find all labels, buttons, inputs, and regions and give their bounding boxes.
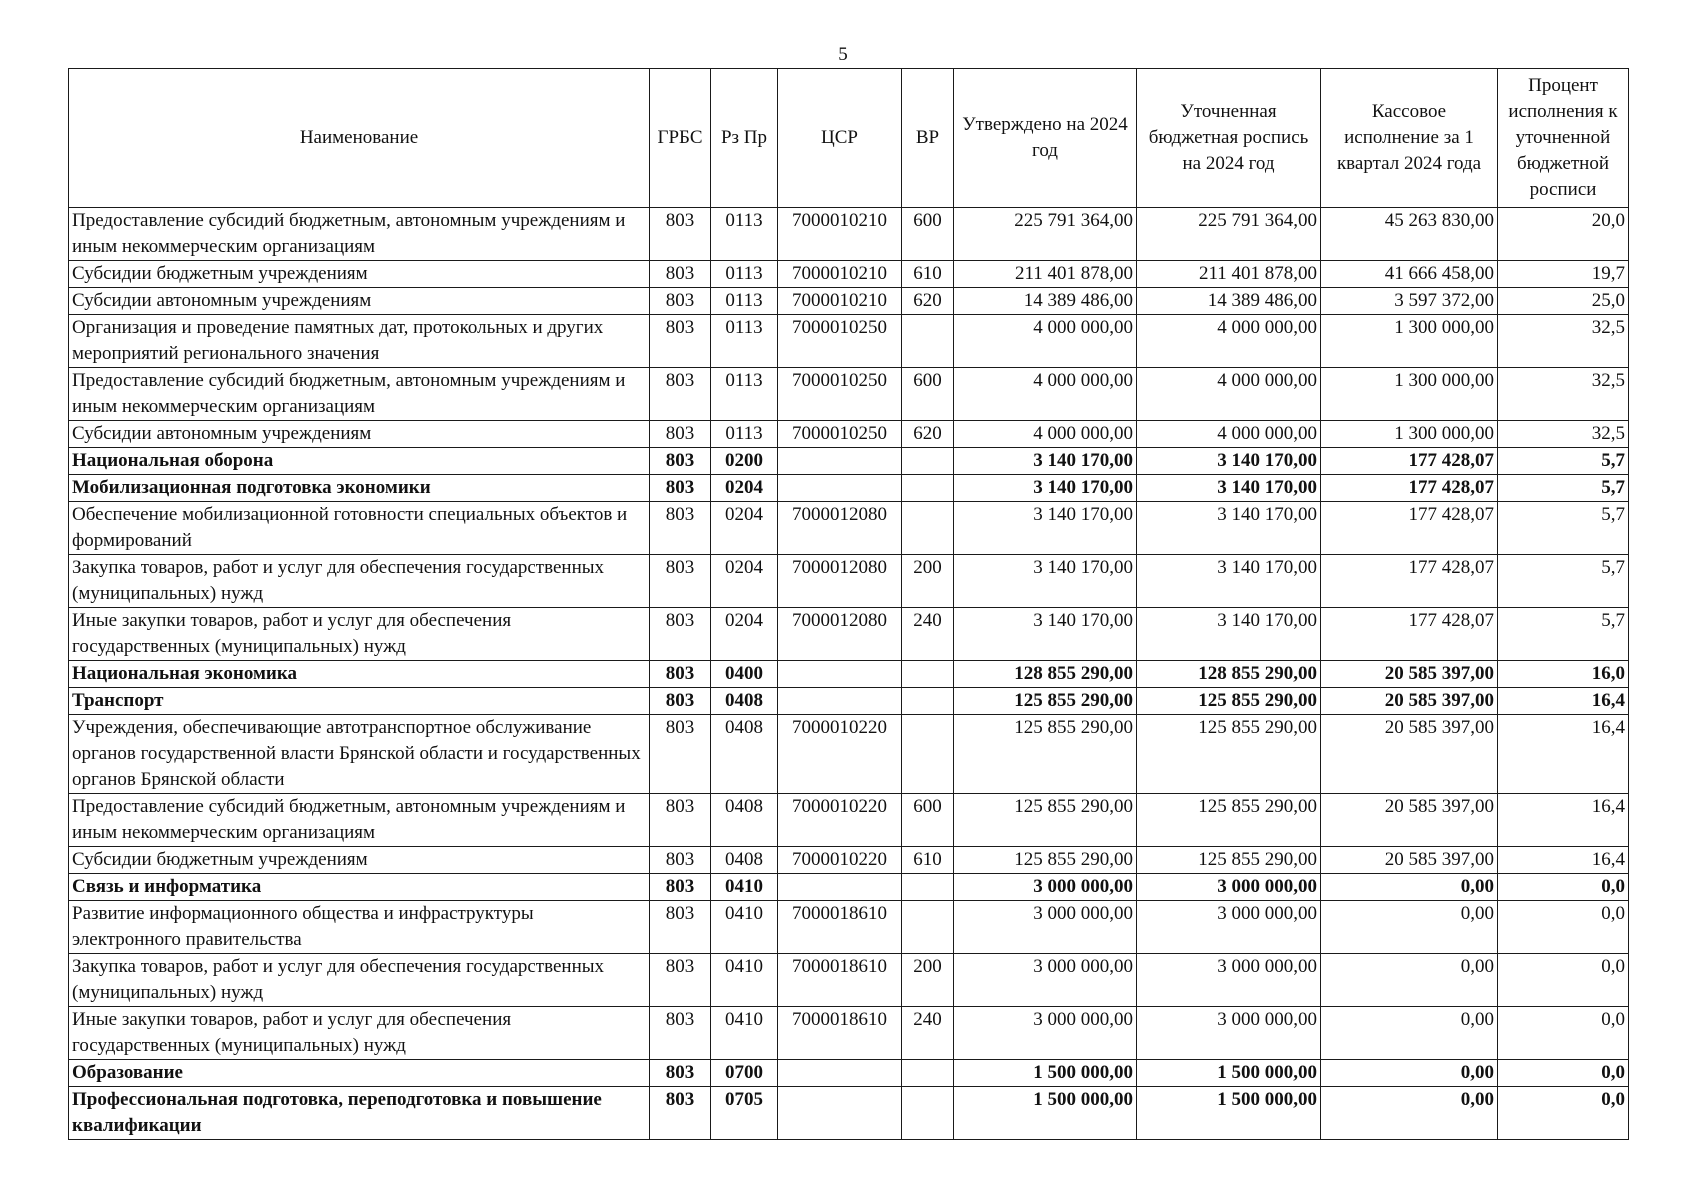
- cell-percent: 16,4: [1498, 847, 1629, 874]
- cell-rzpr: 0113: [711, 368, 778, 421]
- table-row: [69, 555, 1629, 608]
- cell-grbs: 803: [650, 288, 711, 315]
- cell-refined: 3 000 000,00: [1137, 1007, 1321, 1060]
- cell-name: Иные закупки товаров, работ и услуг для обеспечения государственных (муниципальных) нужд: [69, 1007, 650, 1060]
- cell-rzpr: 0410: [711, 1007, 778, 1060]
- cell-csr: [778, 448, 902, 475]
- cell-csr: 7000010220: [778, 715, 902, 794]
- cell-rzpr: 0400: [711, 661, 778, 688]
- cell-csr: 7000018610: [778, 954, 902, 1007]
- cell-percent: 16,4: [1498, 715, 1629, 794]
- cell-grbs: 803: [650, 261, 711, 288]
- cell-approved: 4 000 000,00: [954, 368, 1137, 421]
- cell-name: Субсидии автономным учреждениям: [69, 288, 650, 315]
- cell-csr: [778, 661, 902, 688]
- cell-name: Закупка товаров, работ и услуг для обеспечения государственных (муниципальных) нужд: [69, 555, 650, 608]
- cell-refined: 3 000 000,00: [1137, 901, 1321, 954]
- cell-approved: 125 855 290,00: [954, 715, 1137, 794]
- cell-percent: 5,7: [1498, 608, 1629, 661]
- cell-name: Субсидии бюджетным учреждениям: [69, 847, 650, 874]
- table-row: [69, 208, 1629, 261]
- cell-percent: 5,7: [1498, 448, 1629, 475]
- cell-cash: 177 428,07: [1321, 448, 1498, 475]
- cell-grbs: 803: [650, 874, 711, 901]
- cell-vr: [902, 661, 954, 688]
- cell-name: Предоставление субсидий бюджетным, автономным учреждениям и иным некоммерческим организациям: [69, 208, 650, 261]
- header-cash: Кассовое исполнение за 1 квартал 2024 года: [1321, 69, 1498, 208]
- cell-approved: 128 855 290,00: [954, 661, 1137, 688]
- cell-grbs: 803: [650, 608, 711, 661]
- table-row: [69, 688, 1629, 715]
- cell-cash: 177 428,07: [1321, 502, 1498, 555]
- cell-refined: 1 500 000,00: [1137, 1060, 1321, 1087]
- header-row: [69, 69, 1629, 208]
- table-row: [69, 448, 1629, 475]
- cell-vr: [902, 688, 954, 715]
- cell-refined: 3 000 000,00: [1137, 874, 1321, 901]
- cell-csr: 7000010250: [778, 368, 902, 421]
- cell-refined: 125 855 290,00: [1137, 688, 1321, 715]
- cell-refined: 3 000 000,00: [1137, 954, 1321, 1007]
- cell-percent: 32,5: [1498, 368, 1629, 421]
- cell-grbs: 803: [650, 715, 711, 794]
- table-row: [69, 368, 1629, 421]
- cell-grbs: 803: [650, 1007, 711, 1060]
- cell-approved: 3 140 170,00: [954, 502, 1137, 555]
- cell-approved: 3 140 170,00: [954, 475, 1137, 502]
- cell-approved: 3 140 170,00: [954, 448, 1137, 475]
- header-percent: Процент исполнения к уточненной бюджетной росписи: [1498, 69, 1629, 208]
- cell-csr: 7000012080: [778, 555, 902, 608]
- cell-cash: 0,00: [1321, 1060, 1498, 1087]
- cell-csr: 7000010220: [778, 794, 902, 847]
- cell-rzpr: 0408: [711, 715, 778, 794]
- cell-csr: 7000010220: [778, 847, 902, 874]
- cell-name: Обеспечение мобилизационной готовности специальных объектов и формирований: [69, 502, 650, 555]
- cell-rzpr: 0204: [711, 608, 778, 661]
- cell-grbs: 803: [650, 901, 711, 954]
- cell-vr: 610: [902, 261, 954, 288]
- cell-cash: 20 585 397,00: [1321, 661, 1498, 688]
- cell-refined: 128 855 290,00: [1137, 661, 1321, 688]
- cell-grbs: 803: [650, 315, 711, 368]
- cell-rzpr: 0408: [711, 688, 778, 715]
- cell-cash: 1 300 000,00: [1321, 421, 1498, 448]
- cell-name: Предоставление субсидий бюджетным, автономным учреждениям и иным некоммерческим организациям: [69, 368, 650, 421]
- cell-approved: 4 000 000,00: [954, 315, 1137, 368]
- table-row: [69, 661, 1629, 688]
- cell-grbs: 803: [650, 688, 711, 715]
- cell-vr: [902, 1087, 954, 1140]
- cell-cash: 20 585 397,00: [1321, 847, 1498, 874]
- cell-rzpr: 0113: [711, 315, 778, 368]
- cell-percent: 20,0: [1498, 208, 1629, 261]
- cell-csr: 7000010210: [778, 208, 902, 261]
- cell-cash: 1 300 000,00: [1321, 368, 1498, 421]
- cell-rzpr: 0408: [711, 847, 778, 874]
- cell-name: Развитие информационного общества и инфраструктуры электронного правительства: [69, 901, 650, 954]
- cell-percent: 5,7: [1498, 555, 1629, 608]
- cell-grbs: 803: [650, 847, 711, 874]
- cell-vr: [902, 475, 954, 502]
- cell-refined: 4 000 000,00: [1137, 368, 1321, 421]
- cell-cash: 177 428,07: [1321, 608, 1498, 661]
- cell-grbs: 803: [650, 794, 711, 847]
- cell-percent: 0,0: [1498, 954, 1629, 1007]
- table-row: [69, 1060, 1629, 1087]
- cell-rzpr: 0113: [711, 421, 778, 448]
- cell-vr: 620: [902, 421, 954, 448]
- cell-grbs: 803: [650, 208, 711, 261]
- cell-percent: 0,0: [1498, 874, 1629, 901]
- cell-rzpr: 0200: [711, 448, 778, 475]
- cell-cash: 45 263 830,00: [1321, 208, 1498, 261]
- cell-approved: 3 000 000,00: [954, 1007, 1137, 1060]
- cell-cash: 177 428,07: [1321, 475, 1498, 502]
- cell-rzpr: 0113: [711, 208, 778, 261]
- cell-cash: 177 428,07: [1321, 555, 1498, 608]
- cell-name: Иные закупки товаров, работ и услуг для обеспечения государственных (муниципальных) нужд: [69, 608, 650, 661]
- cell-grbs: 803: [650, 954, 711, 1007]
- cell-approved: 3 140 170,00: [954, 608, 1137, 661]
- cell-refined: 4 000 000,00: [1137, 315, 1321, 368]
- header-approved: Утверждено на 2024 год: [954, 69, 1137, 208]
- cell-grbs: 803: [650, 475, 711, 502]
- cell-csr: 7000012080: [778, 608, 902, 661]
- cell-cash: 0,00: [1321, 954, 1498, 1007]
- cell-vr: 620: [902, 288, 954, 315]
- cell-cash: 20 585 397,00: [1321, 688, 1498, 715]
- table-row: [69, 847, 1629, 874]
- table-row: [69, 1087, 1629, 1140]
- table-row: [69, 315, 1629, 368]
- cell-vr: 240: [902, 1007, 954, 1060]
- cell-refined: 125 855 290,00: [1137, 847, 1321, 874]
- cell-name: Организация и проведение памятных дат, протокольных и других мероприятий регионального значения: [69, 315, 650, 368]
- cell-csr: 7000018610: [778, 1007, 902, 1060]
- table-row: [69, 475, 1629, 502]
- cell-vr: 600: [902, 368, 954, 421]
- cell-name: Национальная экономика: [69, 661, 650, 688]
- cell-refined: 211 401 878,00: [1137, 261, 1321, 288]
- cell-approved: 1 500 000,00: [954, 1060, 1137, 1087]
- header-csr: ЦСР: [778, 69, 902, 208]
- cell-vr: [902, 901, 954, 954]
- cell-rzpr: 0705: [711, 1087, 778, 1140]
- cell-refined: 3 140 170,00: [1137, 448, 1321, 475]
- cell-percent: 16,4: [1498, 794, 1629, 847]
- cell-refined: 125 855 290,00: [1137, 715, 1321, 794]
- cell-name: Закупка товаров, работ и услуг для обеспечения государственных (муниципальных) нужд: [69, 954, 650, 1007]
- cell-percent: 32,5: [1498, 315, 1629, 368]
- cell-name: Связь и информатика: [69, 874, 650, 901]
- cell-percent: 0,0: [1498, 1087, 1629, 1140]
- cell-csr: 7000012080: [778, 502, 902, 555]
- cell-vr: [902, 315, 954, 368]
- cell-name: Мобилизационная подготовка экономики: [69, 475, 650, 502]
- cell-csr: [778, 874, 902, 901]
- cell-vr: 240: [902, 608, 954, 661]
- budget-table: [68, 68, 1629, 1140]
- cell-cash: 0,00: [1321, 901, 1498, 954]
- table-row: [69, 901, 1629, 954]
- cell-csr: 7000010250: [778, 421, 902, 448]
- cell-name: Субсидии автономным учреждениям: [69, 421, 650, 448]
- cell-cash: 20 585 397,00: [1321, 715, 1498, 794]
- header-rzpr: Рз Пр: [711, 69, 778, 208]
- cell-name: Национальная оборона: [69, 448, 650, 475]
- cell-name: Транспорт: [69, 688, 650, 715]
- cell-refined: 1 500 000,00: [1137, 1087, 1321, 1140]
- cell-grbs: 803: [650, 661, 711, 688]
- cell-csr: 7000010210: [778, 261, 902, 288]
- cell-csr: 7000018610: [778, 901, 902, 954]
- cell-csr: 7000010210: [778, 288, 902, 315]
- cell-percent: 0,0: [1498, 1007, 1629, 1060]
- cell-cash: 41 666 458,00: [1321, 261, 1498, 288]
- cell-vr: 200: [902, 954, 954, 1007]
- header-name: Наименование: [69, 69, 650, 208]
- cell-vr: 200: [902, 555, 954, 608]
- cell-csr: [778, 475, 902, 502]
- cell-cash: 0,00: [1321, 874, 1498, 901]
- cell-grbs: 803: [650, 1087, 711, 1140]
- cell-vr: [902, 448, 954, 475]
- cell-cash: 1 300 000,00: [1321, 315, 1498, 368]
- cell-approved: 211 401 878,00: [954, 261, 1137, 288]
- cell-approved: 14 389 486,00: [954, 288, 1137, 315]
- cell-vr: 600: [902, 208, 954, 261]
- cell-rzpr: 0700: [711, 1060, 778, 1087]
- table-row: [69, 954, 1629, 1007]
- cell-name: Субсидии бюджетным учреждениям: [69, 261, 650, 288]
- table-row: [69, 715, 1629, 794]
- cell-cash: 20 585 397,00: [1321, 794, 1498, 847]
- cell-refined: 125 855 290,00: [1137, 794, 1321, 847]
- cell-percent: 5,7: [1498, 475, 1629, 502]
- cell-cash: 0,00: [1321, 1087, 1498, 1140]
- cell-approved: 3 000 000,00: [954, 954, 1137, 1007]
- cell-vr: 610: [902, 847, 954, 874]
- cell-vr: 600: [902, 794, 954, 847]
- cell-percent: 0,0: [1498, 1060, 1629, 1087]
- cell-name: Образование: [69, 1060, 650, 1087]
- cell-refined: 14 389 486,00: [1137, 288, 1321, 315]
- cell-approved: 3 000 000,00: [954, 901, 1137, 954]
- cell-csr: [778, 1060, 902, 1087]
- page-number: 5: [838, 44, 848, 65]
- cell-refined: 225 791 364,00: [1137, 208, 1321, 261]
- cell-refined: 3 140 170,00: [1137, 555, 1321, 608]
- cell-grbs: 803: [650, 421, 711, 448]
- cell-refined: 3 140 170,00: [1137, 502, 1321, 555]
- cell-approved: 1 500 000,00: [954, 1087, 1137, 1140]
- cell-vr: [902, 1060, 954, 1087]
- cell-rzpr: 0408: [711, 794, 778, 847]
- cell-vr: [902, 502, 954, 555]
- cell-cash: 3 597 372,00: [1321, 288, 1498, 315]
- cell-rzpr: 0204: [711, 555, 778, 608]
- cell-grbs: 803: [650, 448, 711, 475]
- cell-approved: 125 855 290,00: [954, 794, 1137, 847]
- cell-name: Профессиональная подготовка, переподготовка и повышение квалификации: [69, 1087, 650, 1140]
- table-row: [69, 421, 1629, 448]
- cell-name: Предоставление субсидий бюджетным, автономным учреждениям и иным некоммерческим организациям: [69, 794, 650, 847]
- cell-refined: 3 140 170,00: [1137, 608, 1321, 661]
- table-row: [69, 608, 1629, 661]
- header-grbs: ГРБС: [650, 69, 711, 208]
- cell-rzpr: 0204: [711, 475, 778, 502]
- cell-name: Учреждения, обеспечивающие автотранспортное обслуживание органов государственной власти Брянской области и государственных органов Брянской области: [69, 715, 650, 794]
- cell-approved: 4 000 000,00: [954, 421, 1137, 448]
- table-row: [69, 288, 1629, 315]
- cell-rzpr: 0204: [711, 502, 778, 555]
- cell-percent: 16,4: [1498, 688, 1629, 715]
- table-row: [69, 502, 1629, 555]
- cell-rzpr: 0410: [711, 874, 778, 901]
- cell-rzpr: 0113: [711, 261, 778, 288]
- cell-approved: 125 855 290,00: [954, 847, 1137, 874]
- cell-grbs: 803: [650, 1060, 711, 1087]
- cell-approved: 125 855 290,00: [954, 688, 1137, 715]
- cell-grbs: 803: [650, 502, 711, 555]
- cell-approved: 3 140 170,00: [954, 555, 1137, 608]
- cell-approved: 3 000 000,00: [954, 874, 1137, 901]
- cell-csr: [778, 688, 902, 715]
- cell-csr: [778, 1087, 902, 1140]
- cell-cash: 0,00: [1321, 1007, 1498, 1060]
- cell-vr: [902, 715, 954, 794]
- cell-vr: [902, 874, 954, 901]
- table-row: [69, 794, 1629, 847]
- cell-percent: 19,7: [1498, 261, 1629, 288]
- cell-refined: 4 000 000,00: [1137, 421, 1321, 448]
- cell-percent: 25,0: [1498, 288, 1629, 315]
- table-row: [69, 874, 1629, 901]
- cell-grbs: 803: [650, 555, 711, 608]
- cell-refined: 3 140 170,00: [1137, 475, 1321, 502]
- cell-rzpr: 0113: [711, 288, 778, 315]
- cell-csr: 7000010250: [778, 315, 902, 368]
- cell-percent: 32,5: [1498, 421, 1629, 448]
- cell-rzpr: 0410: [711, 901, 778, 954]
- table-body: [69, 208, 1629, 1140]
- cell-approved: 225 791 364,00: [954, 208, 1137, 261]
- cell-grbs: 803: [650, 368, 711, 421]
- cell-rzpr: 0410: [711, 954, 778, 1007]
- header-vr: ВР: [902, 69, 954, 208]
- cell-percent: 16,0: [1498, 661, 1629, 688]
- table-row: [69, 261, 1629, 288]
- cell-percent: 0,0: [1498, 901, 1629, 954]
- table-row: [69, 1007, 1629, 1060]
- header-refined: Уточненная бюджетная роспись на 2024 год: [1137, 69, 1321, 208]
- cell-percent: 5,7: [1498, 502, 1629, 555]
